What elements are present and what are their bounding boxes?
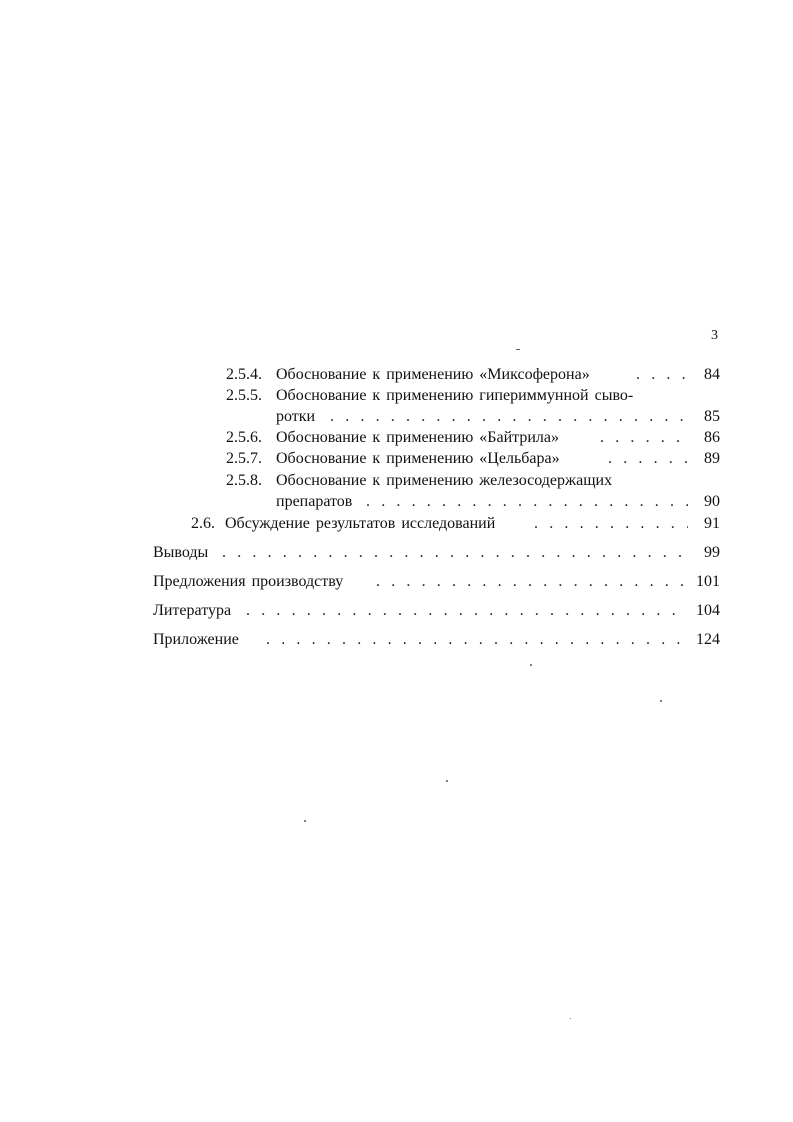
toc-entry-title: Обсуждение результатов исследований bbox=[225, 515, 496, 532]
scan-speck bbox=[570, 1018, 571, 1019]
toc-dot-leader bbox=[636, 366, 688, 384]
toc-entry-number: 2.5.5. bbox=[226, 387, 262, 404]
toc-entry-2-5-8-continuation bbox=[0, 493, 793, 514]
toc-entry-page: 86 bbox=[704, 429, 720, 446]
toc-entry-title: Литература bbox=[153, 602, 232, 619]
toc-entry-page: 90 bbox=[704, 493, 720, 510]
toc-entry-number: 2.5.4. bbox=[226, 366, 262, 383]
toc-entry-literature bbox=[0, 602, 793, 623]
toc-entry-title: Обоснование к применению «Миксоферона» bbox=[276, 366, 590, 383]
toc-entry-number: 2.5.6. bbox=[226, 429, 262, 446]
toc-entry-conclusions bbox=[0, 544, 793, 565]
toc-entry-number: 2.6. bbox=[191, 515, 215, 532]
toc-dot-leader bbox=[600, 429, 688, 447]
toc-entry-page: 99 bbox=[704, 544, 720, 561]
scan-speck bbox=[446, 780, 448, 782]
toc-entry-title: Выводы bbox=[153, 544, 209, 561]
toc-entry-title: Обоснование к применению «Байтрила» bbox=[276, 429, 559, 446]
toc-entry-page: 85 bbox=[704, 408, 720, 425]
toc-entry-2-5-7 bbox=[0, 450, 793, 471]
toc-dot-leader bbox=[246, 602, 684, 620]
toc-entry-title: Обоснование к применению «Цельбара» bbox=[276, 450, 560, 467]
toc-entry-page: 91 bbox=[704, 515, 720, 532]
toc-entry-page: 104 bbox=[696, 602, 720, 619]
toc-entry-proposals bbox=[0, 573, 793, 594]
toc-entry-page: 84 bbox=[704, 366, 720, 383]
toc-entry-2-5-4 bbox=[0, 366, 793, 387]
toc-entry-2-5-5-continuation bbox=[0, 408, 793, 429]
scan-speck bbox=[304, 820, 306, 822]
toc-entry-2-5-6 bbox=[0, 429, 793, 450]
toc-entry-page: 124 bbox=[696, 631, 720, 648]
scan-speck bbox=[660, 700, 662, 702]
scan-speck bbox=[516, 349, 520, 350]
toc-dot-leader bbox=[608, 450, 688, 468]
toc-entry-title: Приложение bbox=[153, 631, 239, 648]
toc-entry-2-6 bbox=[0, 515, 793, 536]
toc-dot-leader bbox=[266, 631, 684, 649]
toc-entry-continuation: препаратов bbox=[276, 493, 353, 510]
toc-entry-page: 89 bbox=[704, 450, 720, 467]
toc-entry-page: 101 bbox=[696, 573, 720, 590]
toc-dot-leader bbox=[330, 408, 688, 426]
toc-dot-leader bbox=[534, 515, 688, 533]
toc-entry-appendix bbox=[0, 631, 793, 652]
toc-entry-continuation: ротки bbox=[276, 408, 316, 425]
toc-entry-title: Обоснование к применению железосодержащих bbox=[276, 472, 613, 489]
toc-entry-number: 2.5.8. bbox=[226, 472, 262, 489]
toc-dot-leader bbox=[222, 544, 688, 562]
toc-dot-leader bbox=[376, 573, 684, 591]
toc-entry-2-5-5 bbox=[0, 387, 793, 408]
toc-entry-number: 2.5.7. bbox=[226, 450, 262, 467]
toc-entry-2-5-8 bbox=[0, 472, 793, 493]
page-number: 3 bbox=[711, 328, 718, 343]
toc-entry-title: Предложения производству bbox=[153, 573, 344, 590]
scan-speck bbox=[530, 664, 532, 666]
toc-entry-title: Обоснование к применению гипериммунной сыво- bbox=[276, 387, 634, 404]
toc-dot-leader bbox=[366, 493, 688, 511]
